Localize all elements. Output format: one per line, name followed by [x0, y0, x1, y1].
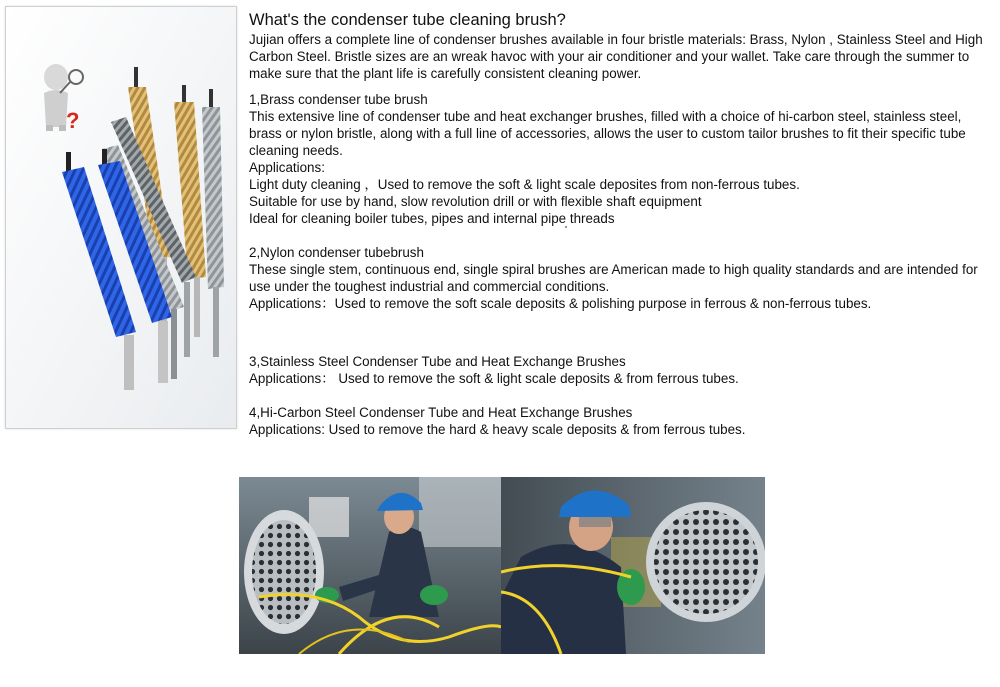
description-text: [249, 10, 994, 438]
worker-closeup-tube-sheet-photo: [501, 477, 765, 654]
nylon-description: These single stem, continuous end, single spiral brushes are American made to high quality standards and are intended for use under the toughest industrial and commercial conditions.: [249, 262, 978, 294]
carbon-applications: Applications: Used to remove the hard & heavy scale deposits & from ferrous tubes.: [249, 422, 746, 437]
page-title: What's the condenser tube cleaning brush?: [249, 11, 566, 29]
carbon-heading: 4,Hi-Carbon Steel Condenser Tube and Heat Exchange Brushes: [249, 405, 633, 420]
brass-application-line: Suitable for use by hand, slow revolution drill or with flexible shaft equipment: [249, 194, 702, 209]
svg-text:?: ?: [66, 108, 80, 133]
condenser-brushes-photo: [6, 7, 236, 428]
stainless-applications: Applications： Used to remove the soft & light scale deposits & from ferrous tubes.: [249, 371, 739, 386]
brass-heading: 1,Brass condenser tube brush: [249, 92, 428, 107]
photo-strip: [239, 477, 765, 654]
stainless-heading: 3,Stainless Steel Condenser Tube and Heat Exchange Brushes: [249, 354, 626, 369]
brass-applications-label: Applications:: [249, 160, 325, 175]
worker-cleaning-tube-sheet-photo: [239, 477, 501, 654]
brass-description: This extensive line of condenser tube and heat exchanger brushes, filled with a choice of hi-carbon steel, stainless steel, brass or nylon bristle, along with a full line of accessories, allows the user to custom tailor brushes to fit their specific tube cleaning needs.: [249, 109, 966, 158]
intro-paragraph: Jujian offers a complete line of condenser brushes available in four bristle materials: Brass, Nylon , Stainless Steel and High Carbon Steel. Bristle sizes are an wreak havoc with your air conditioner and your wallet. Take care through the summer to make sure that the plant life is carefully consistent cleaning power.: [249, 32, 983, 81]
stray-mark: [565, 226, 567, 228]
product-image-frame: [5, 6, 237, 429]
brass-application-line: Ideal for cleaning boiler tubes, pipes and internal pipe threads: [249, 211, 615, 226]
brass-application-line: Light duty cleaning ，Used to remove the soft & light scale deposites from non-ferrous tubes.: [249, 177, 800, 192]
nylon-heading: 2,Nylon condenser tubebrush: [249, 245, 424, 260]
nylon-applications: Applications：Used to remove the soft scale deposits & polishing purpose in ferrous & non-ferrous tubes.: [249, 296, 872, 311]
